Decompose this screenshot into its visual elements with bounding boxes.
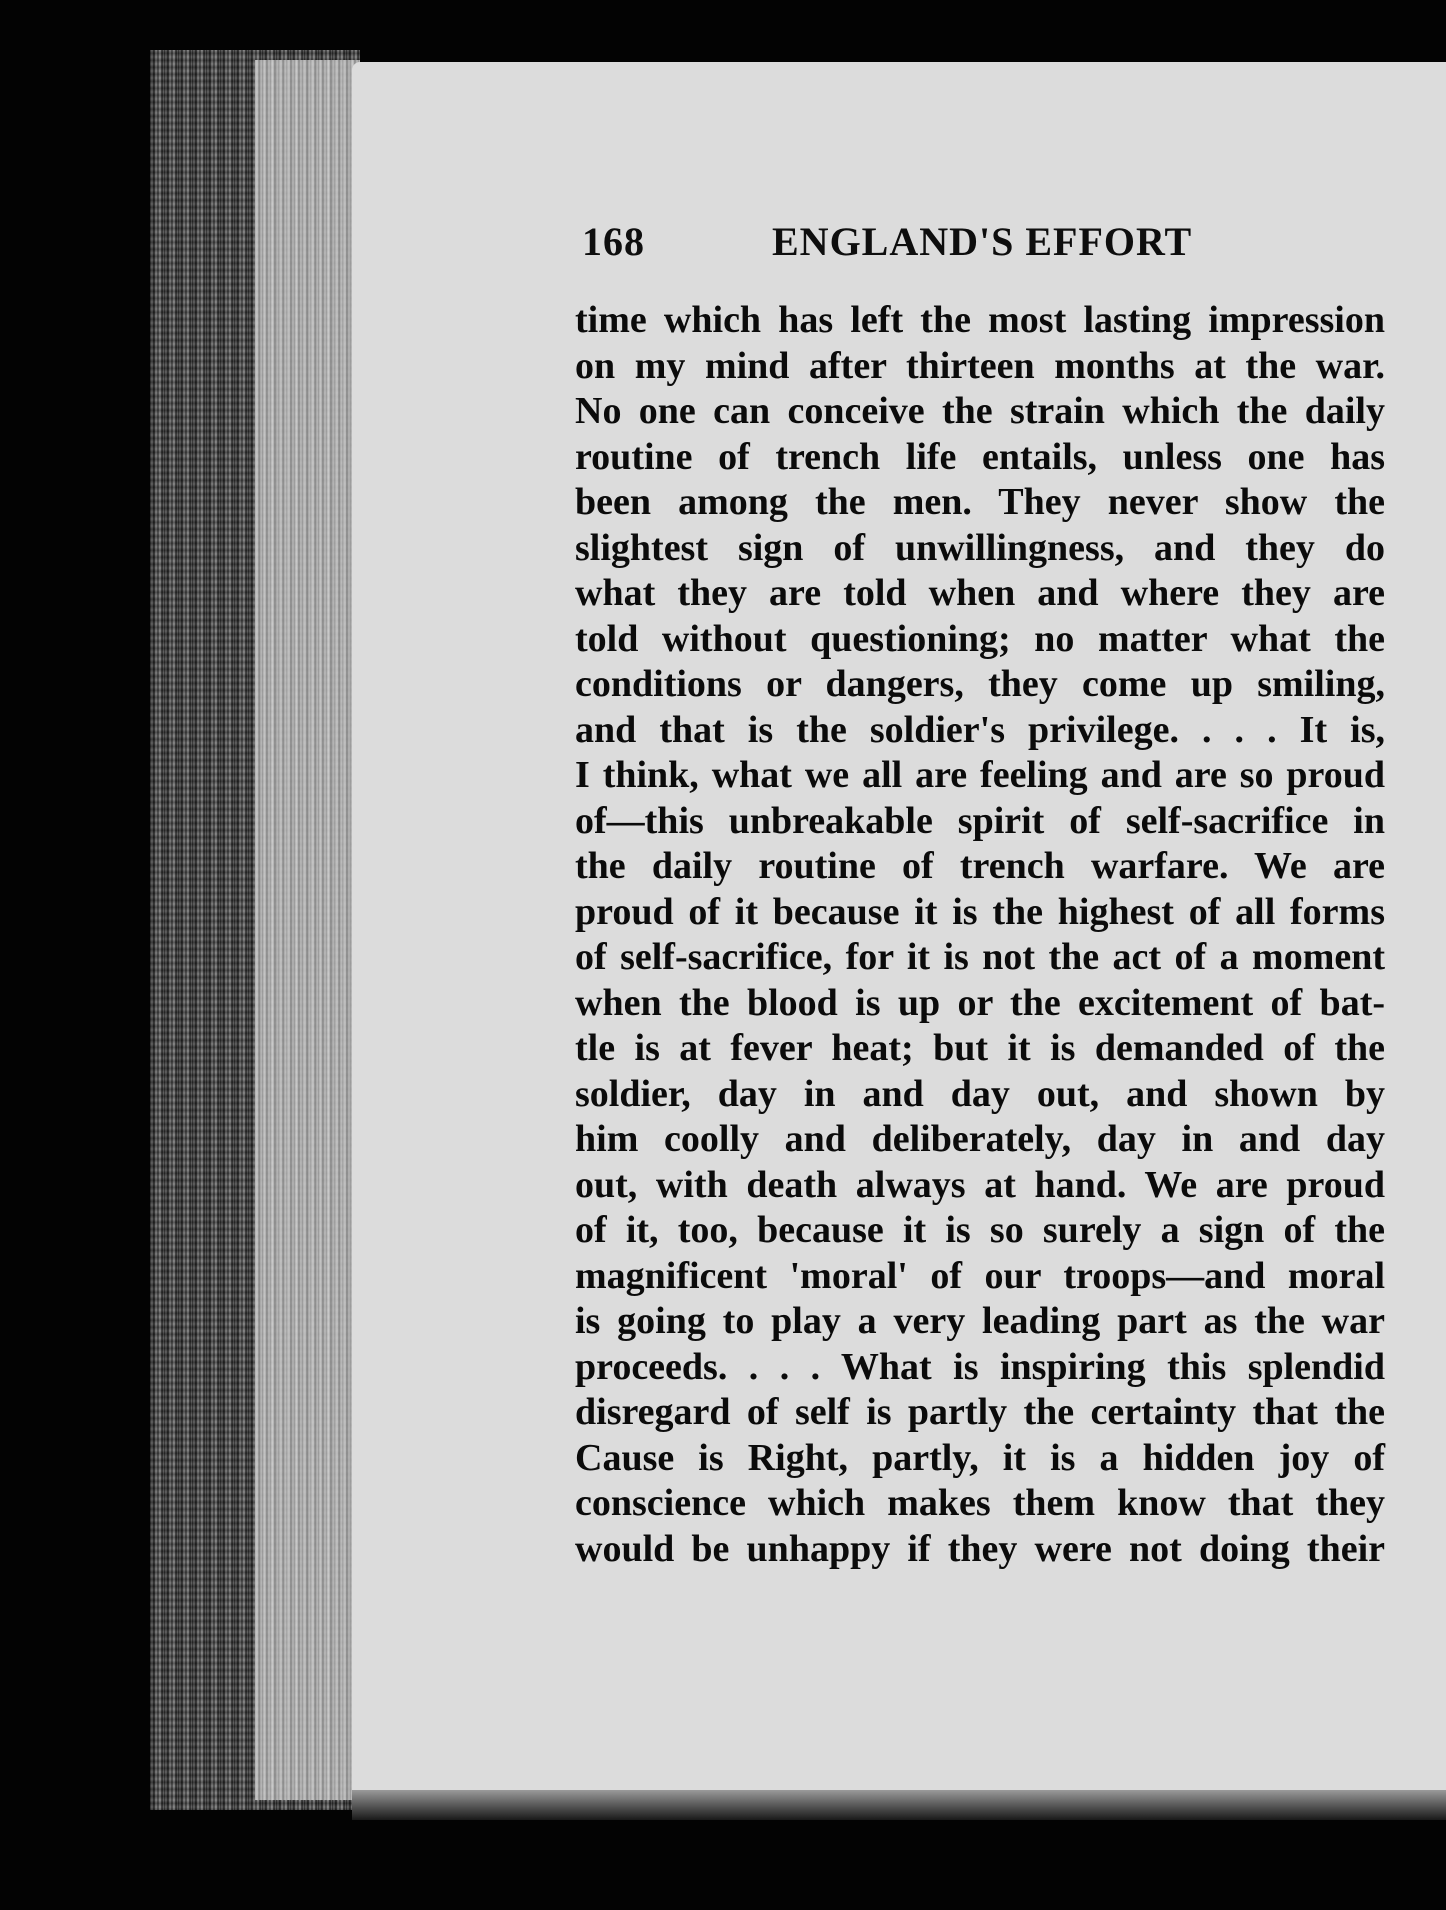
text-line: been among the men. They never show the bbox=[575, 481, 1385, 523]
page-number: 168 bbox=[582, 219, 645, 264]
text-line: I think, what we all are feeling and are so proud bbox=[575, 754, 1385, 796]
text-line: is going to play a very leading part as the war bbox=[575, 1300, 1385, 1342]
body-text bbox=[575, 298, 1385, 1572]
text-line: conditions or dangers, they come up smiling, bbox=[575, 663, 1385, 705]
text-line: proud of it because it is the highest of all forms bbox=[575, 890, 1385, 933]
text-line: on my mind after thirteen months at the war. bbox=[575, 344, 1385, 387]
text-line: out, with death always at hand. We are proud bbox=[575, 1163, 1385, 1206]
text-line: of self-sacrifice, for it is not the act of a moment bbox=[575, 936, 1385, 978]
running-title: ENGLAND'S EFFORT bbox=[772, 219, 1193, 264]
text-line: proceeds. . . . What is inspiring this splendid bbox=[575, 1345, 1385, 1388]
text-line: the daily routine of trench warfare. We are bbox=[575, 845, 1385, 887]
text-line: slightest sign of unwillingness, and they do bbox=[575, 526, 1385, 569]
page-header bbox=[582, 218, 1222, 278]
text-line: told without questioning; no matter what the bbox=[575, 617, 1385, 660]
text-line: Cause is Right, partly, it is a hidden joy of bbox=[575, 1436, 1385, 1479]
text-line: magnificent 'moral' of our troops—and moral bbox=[575, 1254, 1385, 1297]
text-line: soldier, day in and day out, and shown by bbox=[575, 1072, 1385, 1115]
page-bottom-shadow bbox=[352, 1790, 1446, 1820]
text-line: tle is at fever heat; but it is demanded of the bbox=[575, 1027, 1385, 1069]
text-line: would be unhappy if they were not doing their bbox=[575, 1527, 1385, 1570]
text-line: No one can conceive the strain which the daily bbox=[575, 390, 1385, 432]
text-line: time which has left the most lasting impression bbox=[575, 299, 1385, 341]
page-stack-edges bbox=[255, 60, 360, 1800]
text-line: of it, too, because it is so surely a sign of the bbox=[575, 1209, 1385, 1251]
text-line: conscience which makes them know that they bbox=[575, 1482, 1385, 1524]
text-line: of—this unbreakable spirit of self-sacrifice in bbox=[575, 799, 1385, 842]
text-line: him coolly and deliberately, day in and day bbox=[575, 1118, 1385, 1160]
text-line: and that is the soldier's privilege. . . . It is, bbox=[575, 708, 1385, 751]
text-line: routine of trench life entails, unless one has bbox=[575, 435, 1385, 478]
text-line: disregard of self is partly the certainty that the bbox=[575, 1391, 1385, 1433]
text-line: when the blood is up or the excitement of bat- bbox=[575, 981, 1385, 1024]
text-line: what they are told when and where they are bbox=[575, 572, 1385, 614]
